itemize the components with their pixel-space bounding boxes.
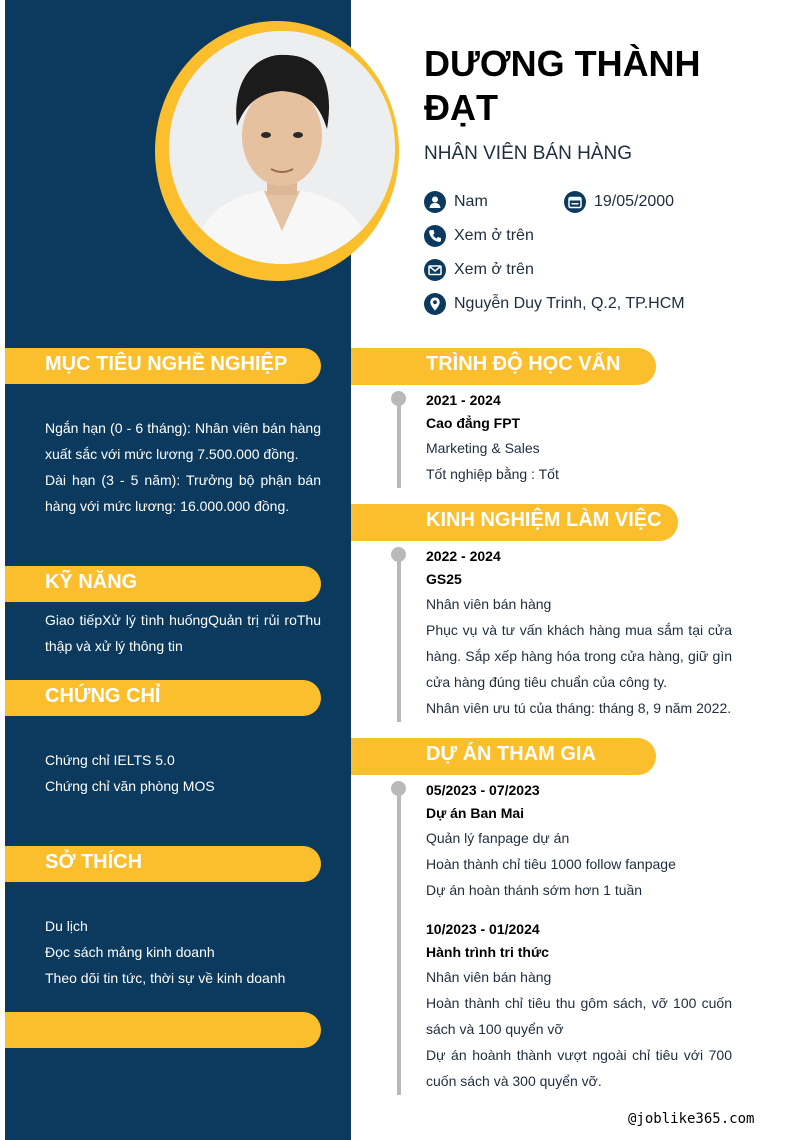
skills-text [45, 607, 321, 659]
timeline-dot [391, 547, 406, 562]
objective-heading-banner [5, 348, 321, 384]
education-heading: TRÌNH ĐỘ HỌC VẤN [426, 353, 621, 375]
watermark: @joblike365.com [628, 1111, 755, 1127]
experience-heading-banner [351, 504, 678, 541]
education-timeline [397, 398, 401, 488]
calendar-icon [564, 191, 586, 213]
birthday-value: 19/05/2000 [594, 193, 675, 210]
education-heading-banner [351, 348, 656, 385]
skills-list: Giao tiếpXử lý tình huốngQuản trị rủi roThu thập và xử lý thông tin [45, 612, 321, 654]
experience-company: GS25 [426, 571, 462, 587]
certificates-heading-banner [5, 680, 321, 716]
objective-short-term: Ngắn hạn (0 - 6 tháng): Nhân viên bán hàng xuất sắc với mức lương 7.500.000 đồng. [45, 420, 321, 462]
objective-text [45, 415, 321, 519]
hobbies-heading-banner [5, 846, 321, 882]
project-line: Hoàn thành chỉ tiêu 1000 follow fanpage [426, 856, 676, 872]
projects-timeline [397, 788, 401, 1095]
timeline-dot [391, 781, 406, 796]
experience-entry [426, 545, 732, 721]
education-school: Cao đẳng FPT [426, 415, 521, 431]
projects-heading-banner [351, 738, 656, 775]
email-value: Xem ở trên [454, 261, 534, 278]
experience-period: 2022 - 2024 [426, 548, 501, 564]
project-entry [426, 779, 732, 903]
education-entry [426, 389, 732, 487]
education-period: 2021 - 2024 [426, 392, 501, 408]
phone-value: Xem ở trên [454, 227, 534, 244]
hobbies-heading: SỞ THÍCH [45, 851, 143, 873]
certificates-list [45, 747, 321, 799]
job-title: NHÂN VIÊN BÁN HÀNG [424, 143, 632, 164]
gender-value: Nam [454, 193, 488, 210]
hobby-item: Theo dõi tin tức, thời sự về kinh doanh [45, 970, 286, 986]
phone-icon [424, 225, 446, 247]
profile-photo [169, 31, 395, 264]
experience-description: Phục vụ và tư vấn khách hàng mua sắm tại cửa hàng. Sắp xếp hàng hóa trong cửa hàng, giữ gìn cửa hàng đúng tiêu chuẩn của công ty. [426, 622, 732, 690]
education-grade: Tốt nghiệp bằng : Tốt [426, 466, 559, 482]
hobby-item: Du lịch [45, 918, 88, 934]
skills-heading: KỸ NĂNG [45, 571, 138, 593]
experience-role: Nhân viên bán hàng [426, 596, 552, 612]
project-line: Dự án hoành thành vượt ngoài chỉ tiêu với 700 cuốn sách và 300 quyển vỡ. [426, 1047, 732, 1089]
experience-heading: KINH NGHIỆM LÀM VIỆC [426, 509, 662, 531]
experience-timeline [397, 554, 401, 722]
certificate-item: Chứng chỉ văn phòng MOS [45, 778, 215, 794]
objective-long-term: Dài hạn (3 - 5 năm): Trưởng bộ phận bán hàng với mức lương: 16.000.000 đồng. [45, 472, 321, 514]
project-period: 10/2023 - 01/2024 [426, 921, 540, 937]
project-entry [426, 918, 732, 1094]
objective-heading: MỤC TIÊU NGHỀ NGHIỆP [45, 353, 288, 375]
empty-section-banner [5, 1012, 321, 1048]
project-line: Hoàn thành chỉ tiêu thu gôm sách, vỡ 100 cuốn sách và 100 quyển vỡ [426, 995, 732, 1037]
education-major: Marketing & Sales [426, 440, 540, 456]
certificate-item: Chứng chỉ IELTS 5.0 [45, 752, 175, 768]
hobbies-list [45, 913, 321, 991]
project-period: 05/2023 - 07/2023 [426, 782, 540, 798]
project-line: Quản lý fanpage dự án [426, 830, 570, 846]
project-line: Nhân viên bán hàng [426, 969, 552, 985]
project-line: Dự án hoàn thánh sớm hơn 1 tuần [426, 882, 643, 898]
location-icon [424, 293, 446, 315]
user-icon [424, 191, 446, 213]
candidate-name: DƯƠNG THÀNH ĐẠT [424, 43, 701, 128]
certificates-heading: CHỨNG CHỈ [45, 685, 161, 707]
project-name: Dự án Ban Mai [426, 805, 525, 821]
project-name: Hành trình tri thức [426, 944, 549, 960]
skills-heading-banner [5, 566, 321, 602]
experience-award: Nhân viên ưu tú của tháng: tháng 8, 9 năm 2022. [426, 700, 732, 716]
hobby-item: Đọc sách mảng kinh doanh [45, 944, 215, 960]
projects-heading: DỰ ÁN THAM GIA [426, 743, 596, 765]
address-value: Nguyễn Duy Trinh, Q.2, TP.HCM [454, 295, 685, 312]
mail-icon [424, 259, 446, 281]
timeline-dot [391, 391, 406, 406]
